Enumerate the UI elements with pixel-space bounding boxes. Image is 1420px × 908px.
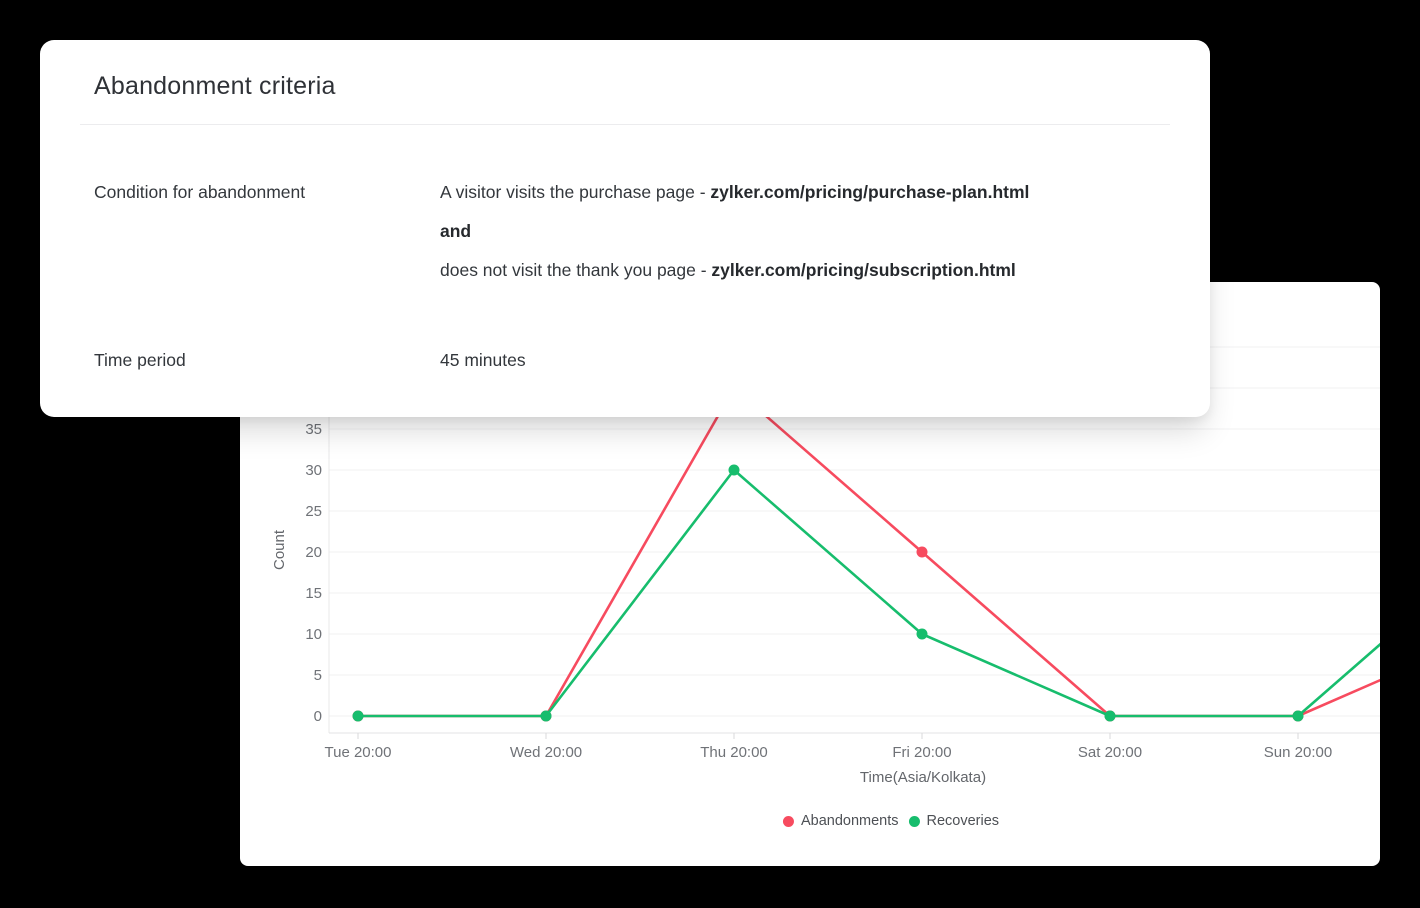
x-axis-tick-label: Tue 20:00 [324, 744, 392, 761]
condition-line-3: does not visit the thank you page - zylker.com/pricing/subscription.html [440, 260, 1016, 280]
y-axis-tick-label: 10 [305, 626, 322, 643]
abandonment-criteria-card [40, 40, 1210, 417]
legend-dot-icon [783, 816, 794, 827]
legend-label: Recoveries [926, 813, 1000, 829]
data-point-recoveries[interactable] [917, 629, 928, 640]
y-axis-tick-label: 0 [313, 708, 322, 725]
x-axis-tick-label: Fri 20:00 [892, 744, 952, 761]
condition-label: Condition for abandonment [94, 182, 306, 202]
purchase-page-url: zylker.com/pricing/purchase-plan.html [710, 182, 1030, 202]
condition-line-1: A visitor visits the purchase page - zylker.com/pricing/purchase-plan.html [440, 182, 1030, 202]
x-axis-tick-label: Sun 20:00 [1263, 744, 1333, 761]
y-axis-tick-label: 15 [305, 585, 322, 602]
chart-legend [783, 813, 999, 829]
legend-item-recoveries[interactable] [909, 813, 1000, 829]
y-axis-tick-label: 20 [305, 544, 322, 561]
card-divider [80, 124, 1170, 125]
x-axis-title: Time(Asia/Kolkata) [859, 769, 987, 786]
data-point-recoveries[interactable] [541, 711, 552, 722]
data-point-recoveries[interactable] [729, 465, 740, 476]
x-axis-tick-label: Wed 20:00 [509, 744, 583, 761]
time-period-row [94, 341, 1170, 380]
time-period-label: Time period [94, 350, 186, 370]
condition-line-2: and [440, 221, 472, 241]
y-axis-tick-label: 5 [313, 667, 322, 684]
data-point-recoveries[interactable] [1293, 711, 1304, 722]
legend-item-abandonments[interactable] [783, 813, 899, 829]
condition-value [440, 173, 1029, 290]
card-title: Abandonment criteria [94, 72, 336, 100]
time-period-value: 45 minutes [440, 350, 526, 370]
data-point-recoveries[interactable] [353, 711, 364, 722]
y-axis-tick-label: 25 [305, 503, 322, 520]
x-axis-tick-label: Sat 20:00 [1077, 744, 1143, 761]
data-point-recoveries[interactable] [1105, 711, 1116, 722]
y-axis-tick-label: 30 [305, 462, 322, 479]
thank-you-page-url: zylker.com/pricing/subscription.html [711, 260, 1016, 280]
x-axis-tick-label: Thu 20:00 [700, 744, 768, 761]
legend-label: Abandonments [800, 813, 899, 829]
y-axis-tick-label: 35 [305, 421, 322, 438]
condition-row [94, 173, 1170, 290]
y-axis-title: Count [271, 529, 288, 571]
data-point-abandonments[interactable] [917, 547, 928, 558]
legend-dot-icon [909, 816, 920, 827]
